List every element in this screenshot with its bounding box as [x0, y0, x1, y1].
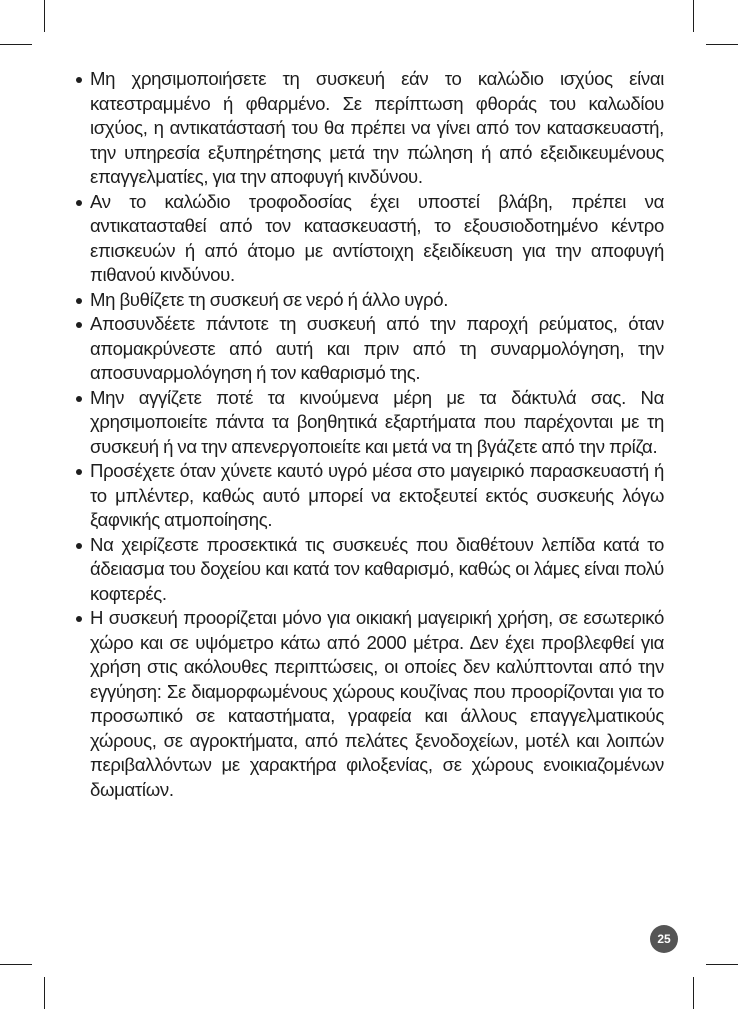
bullet-icon: [76, 322, 82, 328]
crop-mark-top-right-vertical: [693, 0, 694, 32]
crop-mark-top-right-horizontal: [706, 44, 738, 45]
bullet-item: [76, 312, 664, 386]
bullet-item: [76, 459, 664, 533]
bullet-list: [76, 67, 664, 802]
bullet-icon: [76, 298, 82, 304]
bullet-text: Μην αγγίζετε ποτέ τα κινούμενα μέρη με τα δάκτυλά σας. Να χρησιμοποιείτε πάντα τα βοηθητικά εξαρτήματα που παρέχονται με τη συσκευή ή να την απενεργοποιείτε και μετά να τη βγάζετε από την πρίζα.: [90, 386, 664, 457]
crop-mark-top-left-horizontal: [0, 44, 32, 45]
page-number-badge: 25: [650, 925, 678, 953]
safety-instructions: [76, 67, 664, 802]
bullet-icon: [76, 396, 82, 402]
bullet-text: Να χειρίζεστε προσεκτικά τις συσκευές που διαθέτουν λεπίδα κατά το άδειασμα του δοχείου και κατά τον καθαρισμό, καθώς οι λάμες είναι πολύ κοφτερές.: [90, 533, 664, 604]
bullet-item: [76, 288, 664, 313]
bullet-item: [76, 606, 664, 802]
bullet-icon: [76, 543, 82, 549]
crop-mark-bottom-left-horizontal: [0, 964, 32, 965]
crop-mark-bottom-left-vertical: [44, 977, 45, 1009]
bullet-icon: [76, 469, 82, 475]
bullet-item: [76, 67, 664, 190]
bullet-item: [76, 533, 664, 607]
crop-mark-bottom-right-vertical: [693, 977, 694, 1009]
bullet-icon: [76, 200, 82, 206]
crop-mark-top-left-vertical: [44, 0, 45, 32]
bullet-item: [76, 386, 664, 460]
bullet-text: Μη χρησιμοποιήσετε τη συσκευή εάν το καλώδιο ισχύος είναι κατεστραμμένο ή φθαρμένο. Σε περίπτωση φθοράς του καλωδίου ισχύος, η αντικατάστασή του θα πρέπει να γίνει από τον κατασκευαστή, την υπηρεσία εξυπηρέτησης μετά την πώληση ή από εξειδικευμένους επαγγελματίες, για την αποφυγή κινδύνου.: [90, 68, 664, 187]
crop-mark-bottom-right-horizontal: [706, 964, 738, 965]
bullet-icon: [76, 616, 82, 622]
bullet-text: Αποσυνδέετε πάντοτε τη συσκευή από την παροχή ρεύματος, όταν απομακρύνεστε από αυτή και πριν από τη συναρμολόγηση, την αποσυναρμολόγηση ή τον καθαρισμό της.: [90, 313, 664, 383]
bullet-text: Προσέχετε όταν χύνετε καυτό υγρό μέσα στο μαγειρικό παρασκευαστή ή το μπλέντερ, καθώς αυτό μπορεί να εκτοξευτεί εκτός συσκευής λόγω ξαφνικής ατμοποίησης.: [90, 460, 664, 530]
bullet-text: Αν το καλώδιο τροφοδοσίας έχει υποστεί βλάβη, πρέπει να αντικατασταθεί από τον κατασκευαστή, το εξουσιοδοτημένο κέντρο επισκευών ή από άτομο με αντίστοιχη εξειδίκευση για την αποφυγή πιθανού κινδύνου.: [90, 190, 664, 285]
bullet-icon: [76, 77, 82, 83]
bullet-text: Μη βυθίζετε τη συσκευή σε νερό ή άλλο υγρό.: [90, 288, 449, 310]
bullet-item: [76, 190, 664, 288]
bullet-text: Η συσκευή προορίζεται μόνο για οικιακή μαγειρική χρήση, σε εσωτερικό χώρο και σε υψόμετρο κάτω από 2000 μέτρα. Δεν έχει προβλεφθεί για χρήση στις ακόλουθες περιπτώσεις, οι οποίες δεν καλύπτονται από την εγγύηση: Σε διαμορφωμένους χώρους κουζίνας που προορίζονται για το προσωπικό σε καταστήματα, γραφεία και άλλους επαγγελματικούς χώρους, σε αγροκτήματα, από πελάτες ξενοδοχείων, μοτέλ και λοιπών περιβαλλόντων με χαρακτήρα φιλοξενίας, σε χώρους ενοικιαζομένων δωματίων.: [90, 607, 664, 800]
